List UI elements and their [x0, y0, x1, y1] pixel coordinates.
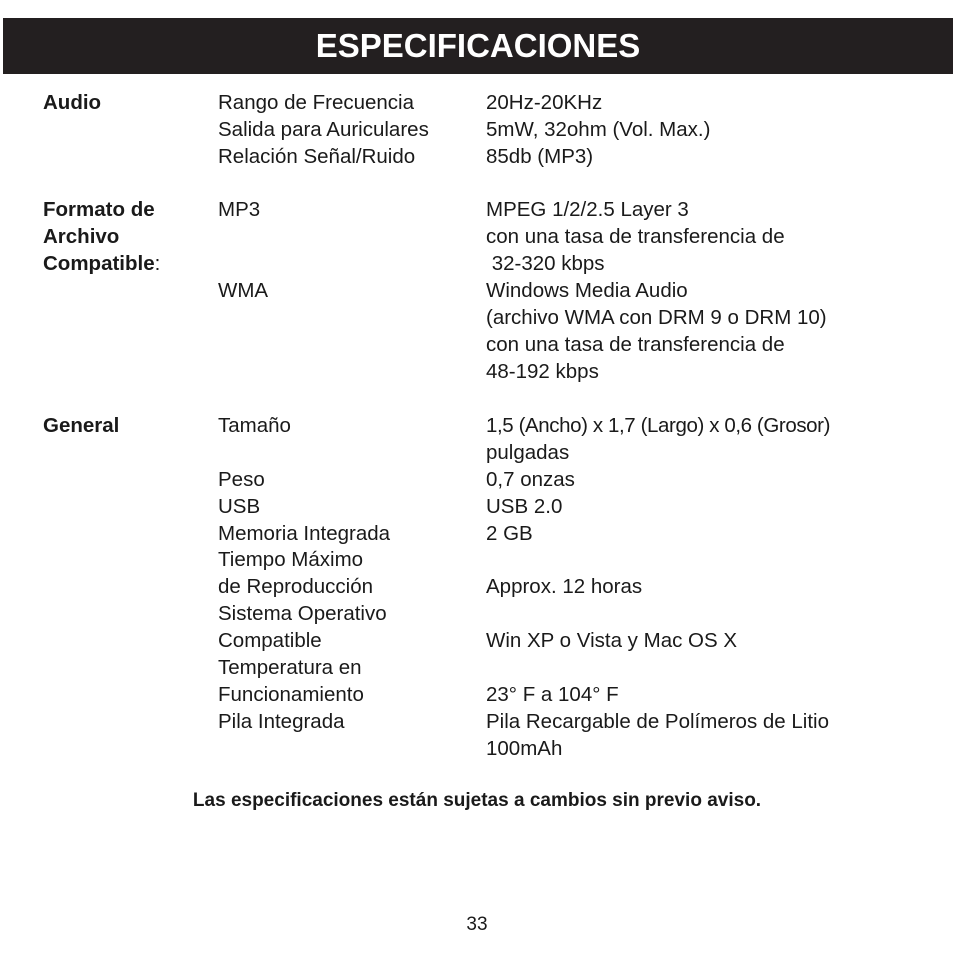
spec-value: 2 GB	[486, 522, 533, 545]
spec-name: Rango de Frecuencia	[218, 91, 415, 114]
spec-name: Tiempo Máximo	[218, 548, 364, 571]
spec-value: 1,5 (Ancho) x 1,7 (Largo) x 0,6 (Grosor)	[486, 414, 831, 437]
spec-name: WMA	[218, 279, 269, 302]
spec-name: Sistema Operativo	[218, 602, 387, 625]
section-label-format-line2: Archivo	[43, 225, 120, 248]
spec-name: USB	[218, 495, 261, 518]
spec-name: Tamaño	[218, 414, 291, 437]
spec-name: MP3	[218, 198, 261, 221]
spec-name: Memoria Integrada	[218, 522, 391, 545]
spec-value: 100mAh	[486, 737, 563, 760]
spec-name: Pila Integrada	[218, 710, 345, 733]
spec-value: 85db (MP3)	[486, 145, 594, 168]
spec-value: 0,7 onzas	[486, 468, 575, 491]
spec-name: Compatible	[218, 629, 322, 652]
spec-value: con una tasa de transferencia de	[486, 225, 785, 248]
spec-value: 5mW, 32ohm (Vol. Max.)	[486, 118, 711, 141]
section-label-format-colon: :	[154, 252, 161, 275]
spec-name: Funcionamiento	[218, 683, 364, 706]
spec-value: 23° F a 104° F	[486, 683, 619, 706]
spec-name: Peso	[218, 468, 265, 491]
spec-value: pulgadas	[486, 441, 570, 464]
disclaimer-note: Las especificaciones están sujetas a cambios sin previo aviso.	[192, 790, 762, 811]
section-label-format-line3	[43, 250, 160, 277]
header-bar	[3, 18, 953, 74]
spec-value: Approx. 12 horas	[486, 575, 643, 598]
spec-name: de Reproducción	[218, 575, 373, 598]
page-title: ESPECIFICACIONES	[315, 27, 641, 64]
spec-value: con una tasa de transferencia de	[486, 333, 785, 356]
page-number: 33	[466, 914, 488, 935]
spec-name: Salida para Auriculares	[218, 118, 429, 141]
section-label-audio: Audio	[43, 91, 102, 114]
spec-value: MPEG 1/2/2.5 Layer 3	[486, 198, 689, 221]
section-label-format-text: Compatible	[43, 252, 155, 275]
spec-value: (archivo WMA con DRM 9 o DRM 10)	[486, 306, 827, 329]
spec-value: 20Hz-20KHz	[486, 91, 603, 114]
spec-value: 32-320 kbps	[486, 252, 605, 275]
spec-name: Relación Señal/Ruido	[218, 145, 416, 168]
section-label-general: General	[43, 414, 120, 437]
spec-value: 48-192 kbps	[486, 360, 599, 383]
section-label-format-line1: Formato de	[43, 198, 155, 221]
spec-name: Temperatura en	[218, 656, 362, 679]
spec-value: Pila Recargable de Polímeros de Litio	[486, 710, 829, 733]
spec-value: Win XP o Vista y Mac OS X	[486, 629, 738, 652]
spec-value: Windows Media Audio	[486, 279, 688, 302]
spec-value: USB 2.0	[486, 495, 563, 518]
